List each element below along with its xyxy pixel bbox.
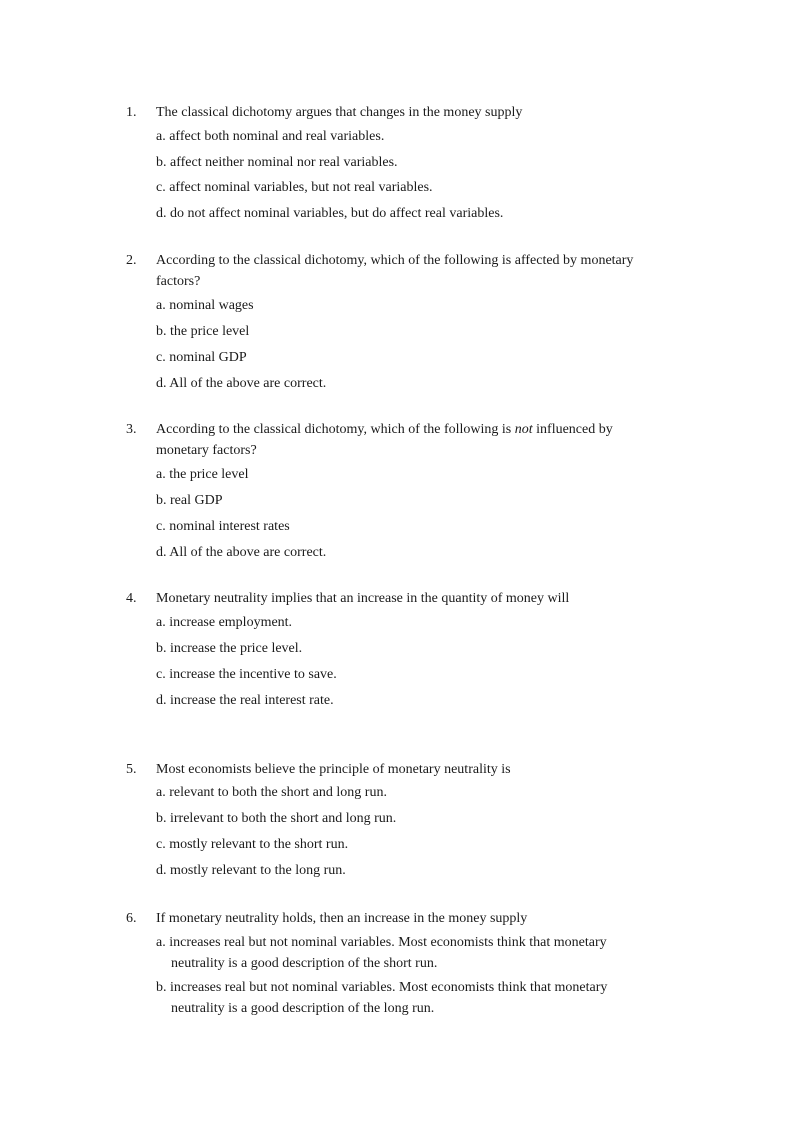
option-b: b. irrelevant to both the short and long run.: [156, 811, 397, 826]
option-d: d. All of the above are correct.: [156, 376, 327, 391]
question-number: 2.: [126, 253, 137, 268]
emphasis-not: not: [514, 422, 533, 437]
option-a: a. increase employment.: [156, 615, 293, 630]
option-c: c. affect nominal variables, but not real variables.: [156, 180, 433, 195]
option-c: c. nominal GDP: [156, 350, 247, 365]
option-a: a. nominal wages: [156, 298, 254, 313]
option-d: d. mostly relevant to the long run.: [156, 863, 346, 878]
question-number: 1.: [126, 105, 137, 120]
option-a: a. relevant to both the short and long run.: [156, 785, 387, 800]
option-b: b. increase the price level.: [156, 641, 303, 656]
question-stem: Most economists believe the principle of monetary neutrality is: [156, 762, 511, 777]
option-d: d. All of the above are correct.: [156, 545, 327, 560]
question-number: 3.: [126, 422, 137, 437]
question-number: 6.: [126, 911, 137, 926]
option-d: d. increase the real interest rate.: [156, 693, 334, 708]
question-stem: Monetary neutrality implies that an increase in the quantity of money will: [156, 591, 570, 606]
question-number: 5.: [126, 762, 137, 777]
option-b: b. affect neither nominal nor real variables.: [156, 155, 398, 170]
option-d: d. do not affect nominal variables, but do affect real variables.: [156, 206, 504, 221]
option-c: c. nominal interest rates: [156, 519, 290, 534]
option-b: b. real GDP: [156, 493, 223, 508]
option-b: b. increases real but not nominal variables. Most economists think that monetary neutrality is a good description of the long run.: [156, 980, 608, 1016]
question-stem: If monetary neutrality holds, then an increase in the money supply: [156, 911, 528, 926]
option-a: a. the price level: [156, 467, 249, 482]
option-a: a. increases real but not nominal variables. Most economists think that monetary neutrality is a good description of the short run.: [156, 935, 607, 971]
option-c: c. increase the incentive to save.: [156, 667, 337, 682]
option-a: a. affect both nominal and real variables.: [156, 129, 385, 144]
question-stem: The classical dichotomy argues that changes in the money supply: [156, 105, 523, 120]
question-stem: According to the classical dichotomy, which of the following is affected by monetary factors?: [156, 253, 634, 289]
option-c: c. mostly relevant to the short run.: [156, 837, 349, 852]
option-b: b. the price level: [156, 324, 250, 339]
question-number: 4.: [126, 591, 137, 606]
question-stem: According to the classical dichotomy, which of the following is not influenced by monetary factors?: [156, 422, 613, 458]
